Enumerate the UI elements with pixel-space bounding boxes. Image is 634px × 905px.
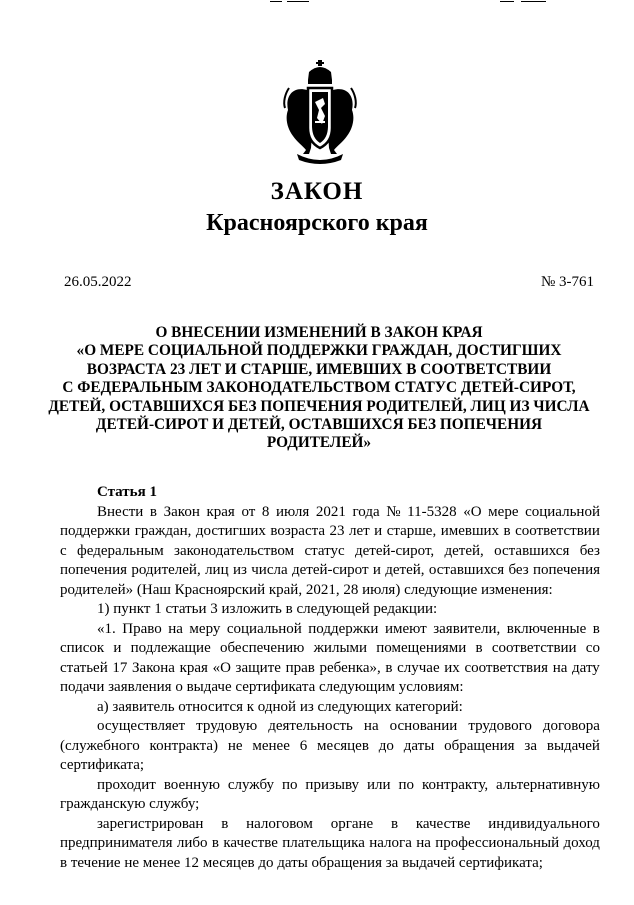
- body-line: зарегистрирован в налоговом органе в качестве индивидуального: [97, 815, 600, 832]
- heading-line: О ВНЕСЕНИИ ИЗМЕНЕНИЙ В ЗАКОН КРАЯ: [155, 324, 483, 341]
- body-line: попечения родителей, лиц из числа детей-сирот и детей, оставшихся без попечения: [60, 562, 600, 578]
- body-line: предпринимателя либо в качестве плательщика налога на профессиональный доход: [60, 835, 600, 851]
- body-line: подачи заявления о выдаче сертификата следующим условиям:: [60, 679, 464, 695]
- heading-line: «О МЕРЕ СОЦИАЛЬНОЙ ПОДДЕРЖКИ ГРАЖДАН, ДОСТИГШИХ: [76, 342, 562, 360]
- heading-line: ВОЗРАСТА 23 ЛЕТ И СТАРШЕ, ИМЕВШИХ В СООТВЕТСТВИИ: [86, 360, 552, 378]
- body-line: поддержки граждан, достигших возраста 23 лет и старше, имевших в соответствии: [60, 523, 600, 539]
- body-line: статьей 17 Закона края «О защите прав ребенка», в случае их соответствия на дату: [60, 659, 600, 676]
- body-line: родителей» (Наш Красноярский край, 2021, 28 июля) следующие изменения:: [60, 581, 553, 598]
- article-title: Статья 1: [97, 484, 157, 500]
- document-title: ЗАКОН: [270, 178, 364, 205]
- body-line: в течение не менее 12 месяцев до даты обращения за выдачей сертификата;: [60, 854, 543, 871]
- heading-line: ДЕТЕЙ-СИРОТ И ДЕТЕЙ, ОСТАВШИХСЯ БЕЗ ПОПЕЧЕНИЯ: [95, 416, 543, 434]
- document-number: № 3-761: [540, 274, 594, 290]
- law-body-text: [60, 483, 600, 873]
- body-line: а) заявитель относится к одной из следующих категорий:: [97, 698, 463, 715]
- body-line: «1. Право на меру социальной поддержки имеют заявители, включенные в: [97, 620, 600, 637]
- document-date: 26.05.2022: [64, 274, 132, 290]
- document-subtitle: Красноярского края: [206, 210, 428, 236]
- scan-top-marks: [0, 0, 634, 6]
- body-line: осуществляет трудовую деятельность на основании трудового договора: [97, 718, 600, 734]
- body-line: список и подлежащие обеспечению жилыми помещениями в соответствии со: [60, 640, 600, 656]
- law-heading: [40, 324, 598, 453]
- body-line: Внести в Закон края от 8 июля 2021 года № 11-5328 «О мере социальной: [97, 503, 600, 520]
- body-line: 1) пункт 1 статьи 3 изложить в следующей редакции:: [97, 601, 438, 617]
- heading-line: С ФЕДЕРАЛЬНЫМ ЗАКОНОДАТЕЛЬСТВОМ СТАТУС ДЕТЕЙ-СИРОТ,: [62, 379, 576, 397]
- coat-of-arms-emblem: [279, 58, 361, 166]
- body-line: сертификата;: [60, 757, 145, 773]
- heading-line: РОДИТЕЛЕЙ»: [266, 434, 372, 452]
- body-line: (служебного контракта) не менее 6 месяцев до даты обращения за выдачей: [60, 737, 600, 754]
- body-line: гражданскую службу;: [60, 796, 200, 812]
- body-line: с федеральным законодательством статус детей-сирот, детей, оставшихся без: [60, 542, 600, 559]
- body-line: проходит военную службу по призыву или по контракту, альтернативную: [97, 776, 600, 793]
- heading-line: ДЕТЕЙ, ОСТАВШИХСЯ БЕЗ ПОПЕЧЕНИЯ РОДИТЕЛЕЙ, ЛИЦ ИЗ ЧИСЛА: [48, 397, 590, 415]
